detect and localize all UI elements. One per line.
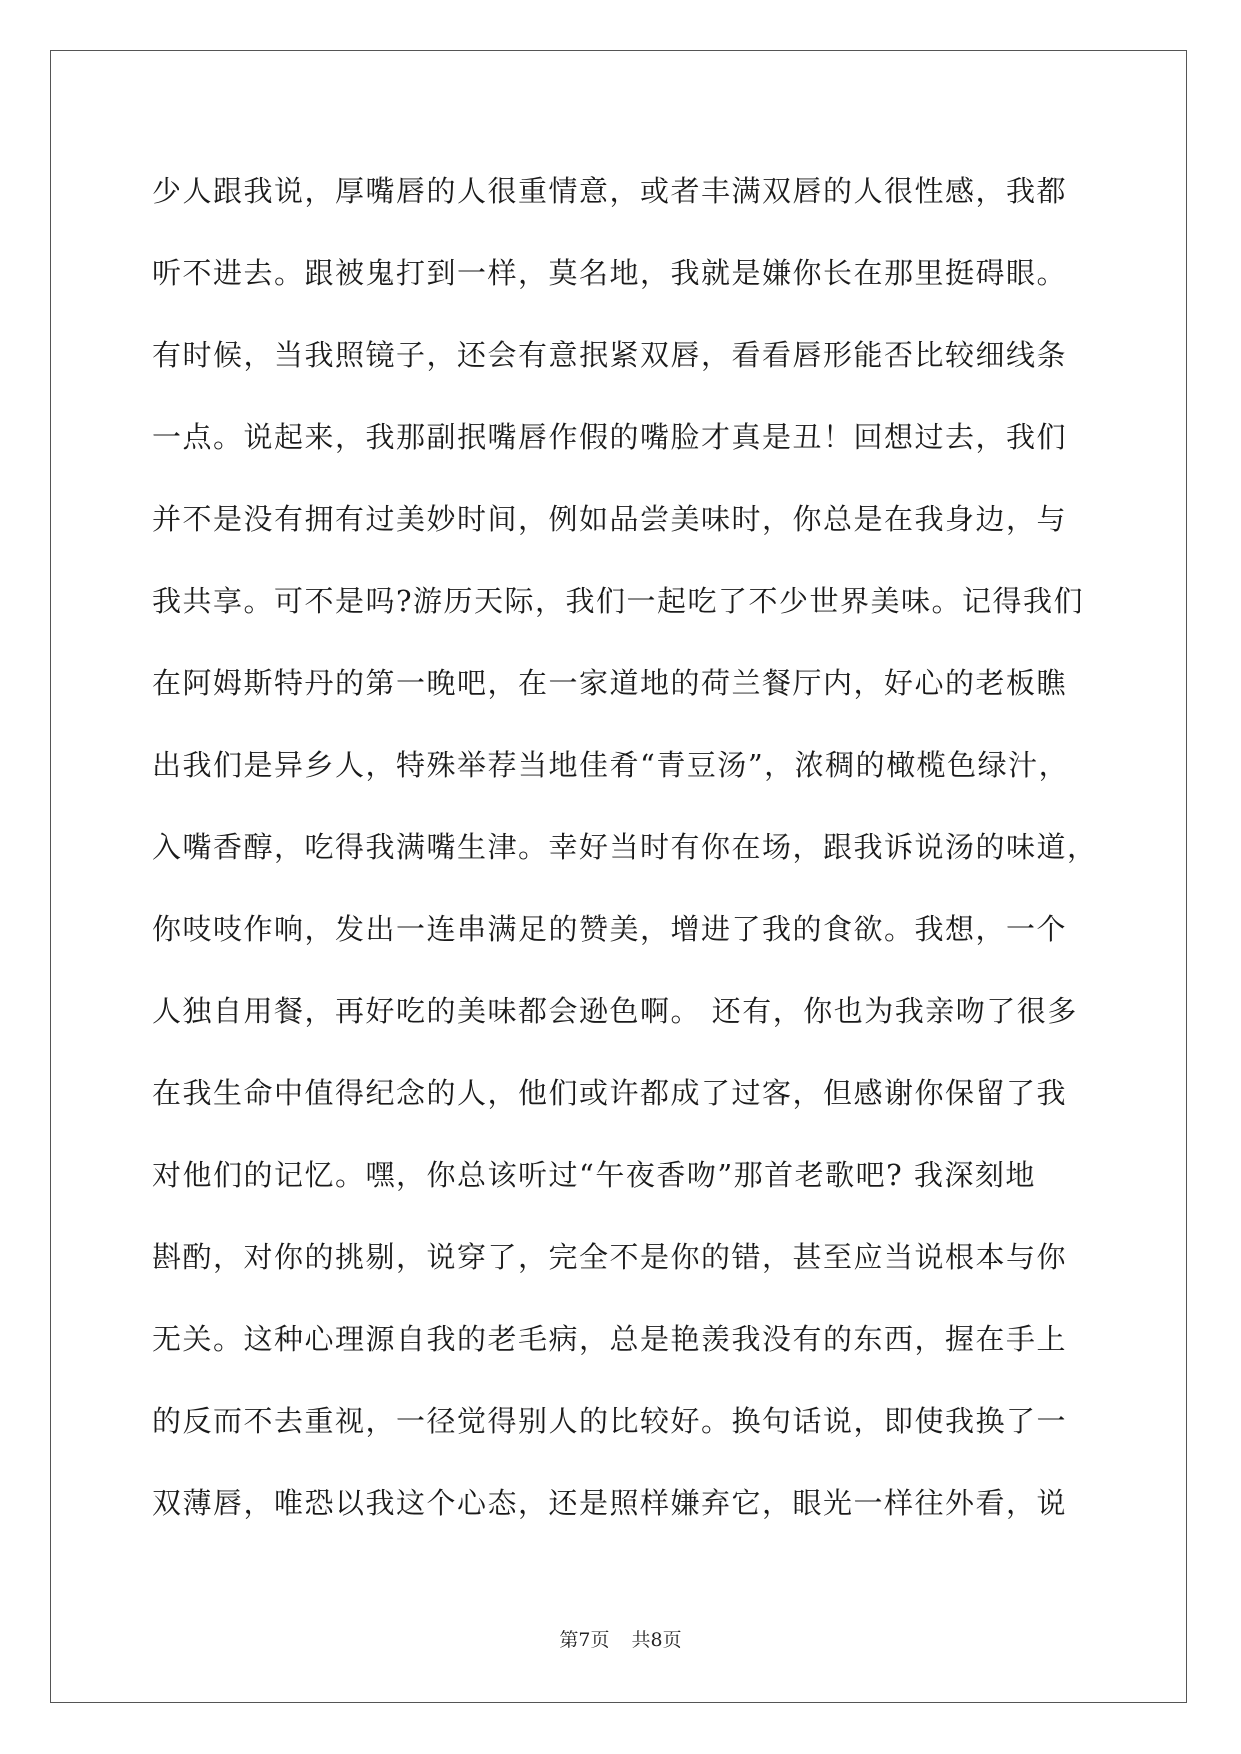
text-line: 我共享。可不是吗?游历天际，我们一起吃了不少世界美味。记得我们 xyxy=(152,584,1085,618)
total-pages: 共8页 xyxy=(631,1629,682,1651)
text-line: 无关。这种心理源自我的老毛病，总是艳羡我没有的东西，握在手上 xyxy=(152,1322,1068,1356)
text-line: 听不进去。跟被鬼打到一样，莫名地，我就是嫌你长在那里挺碍眼。 xyxy=(152,256,1068,290)
text-line: 并不是没有拥有过美妙时间，例如品尝美味时，你总是在我身边，与 xyxy=(152,502,1068,536)
current-page-number: 第7页 xyxy=(559,1629,610,1651)
page-footer xyxy=(0,1625,1241,1652)
text-line: 有时候，当我照镜子，还会有意抿紧双唇，看看唇形能否比较细线条 xyxy=(152,338,1068,372)
text-line: 一点。说起来，我那副抿嘴唇作假的嘴脸才真是丑！回想过去，我们 xyxy=(152,420,1068,454)
body-text xyxy=(152,154,1098,1548)
text-line: 出我们是异乡人，特殊举荐当地佳肴“青豆汤”，浓稠的橄榄色绿汁， xyxy=(152,748,1070,782)
text-line: 你吱吱作响，发出一连串满足的赞美，增进了我的食欲。我想，一个 xyxy=(152,912,1068,946)
text-line: 双薄唇，唯恐以我这个心态，还是照样嫌弃它，眼光一样往外看，说 xyxy=(152,1486,1068,1520)
text-line: 入嘴香醇，吃得我满嘴生津。幸好当时有你在场，跟我诉说汤的味道， xyxy=(152,830,1098,864)
text-line: 斟酌，对你的挑剔，说穿了，完全不是你的错，甚至应当说根本与你 xyxy=(152,1240,1068,1274)
text-line: 少人跟我说，厚嘴唇的人很重情意，或者丰满双唇的人很性感，我都 xyxy=(152,174,1068,208)
text-line: 人独自用餐，再好吃的美味都会逊色啊。 还有，你也为我亲吻了很多 xyxy=(152,994,1078,1028)
text-line: 对他们的记忆。嘿，你总该听过“午夜香吻”那首老歌吧? 我深刻地 xyxy=(152,1158,1036,1192)
text-line: 在我生命中值得纪念的人，他们或许都成了过客，但感谢你保留了我 xyxy=(152,1076,1068,1110)
text-line: 在阿姆斯特丹的第一晚吧，在一家道地的荷兰餐厅内，好心的老板瞧 xyxy=(152,666,1068,700)
text-line: 的反而不去重视，一径觉得别人的比较好。换句话说，即使我换了一 xyxy=(152,1404,1068,1438)
